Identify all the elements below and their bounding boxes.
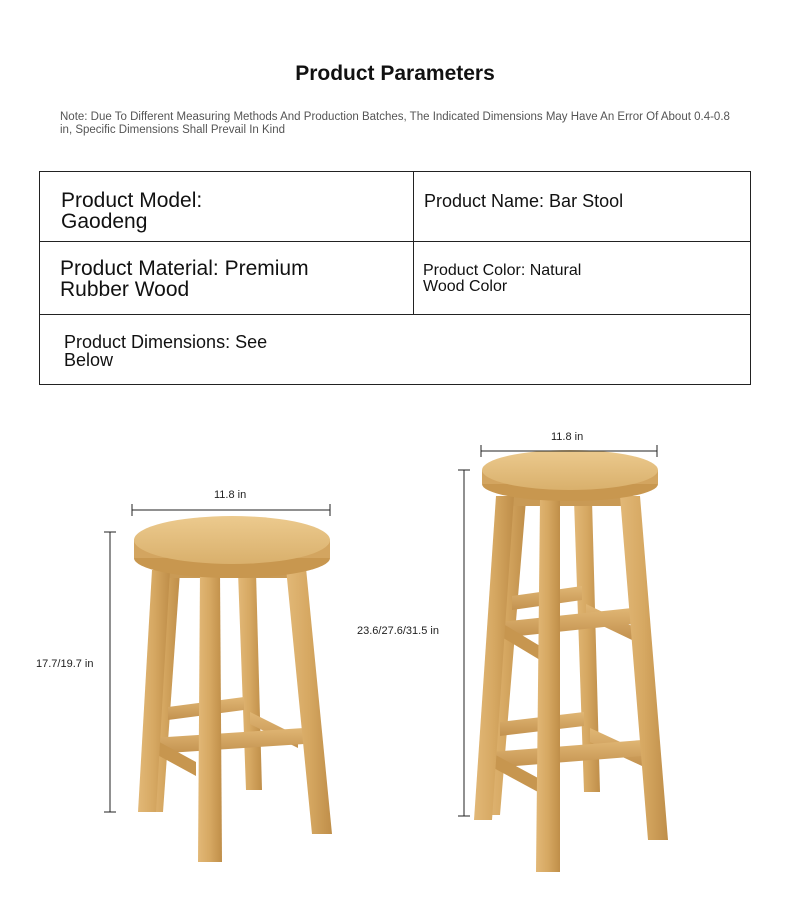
short-stool [134,516,332,862]
spec-dimensions: Product Dimensions: See Below [64,332,268,370]
stool-seat [482,450,658,490]
stool-leg [286,568,332,834]
stool-rail [500,608,632,638]
stool-rail [490,740,642,768]
tall-stool-width-label: 11.8 in [551,431,584,443]
stool-leg [238,572,262,790]
spec-material: Product Material: Premium Rubber Wood [60,257,309,301]
stool-leg [620,496,668,840]
stool-leg [198,572,222,862]
page-title: Product Parameters [295,62,495,85]
stool-seat [134,516,330,564]
measurement-note: Note: Due To Different Measuring Methods And Production Batches, The Indicated Dimensions May Have An Error Of About 0.4-0.8 in, Specific Dimensions Shall Prevail In Kind [60,111,730,136]
short-stool-width-label: 11.8 in [214,489,247,501]
spec-color: Product Color: Natural Wood Color [423,262,582,295]
stool-leg [536,500,560,872]
spec-model: Product Model: Gaodeng [61,189,203,233]
spec-name: Product Name: Bar Stool [424,191,624,211]
stool-rail [152,728,304,754]
short-stool-height-label: 17.7/19.7 in [36,658,94,670]
tall-stool [474,450,668,872]
tall-stool-height-label: 23.6/27.6/31.5 in [357,625,439,637]
